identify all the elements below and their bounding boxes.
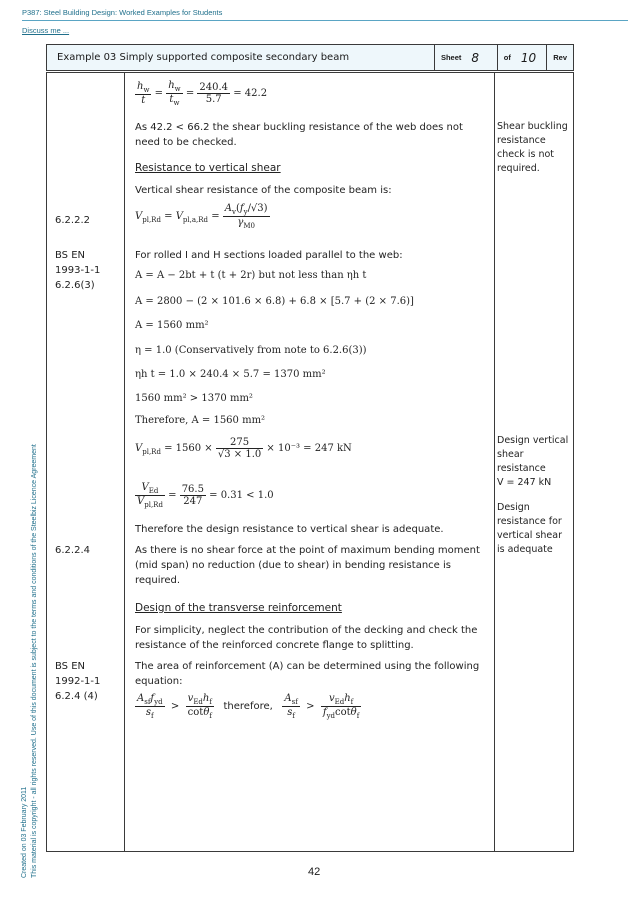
paragraph-area-reinforcement: The area of reinforcement (A) can be determined using the following equation: — [135, 661, 480, 687]
copyright-side-text — [20, 444, 40, 878]
therefore-word: therefore, — [223, 701, 273, 712]
ref-column-divider — [124, 72, 125, 852]
heading-vertical-shear: Resistance to vertical shear — [135, 162, 281, 174]
side-note-buckling: Shear buckling resistance check is not required. — [497, 121, 568, 174]
rev-label: Rev — [553, 53, 567, 62]
eq-vpl-numerator: 275 — [216, 437, 263, 449]
eq-eta-hw-tw: ηh t = 1.0 × 240.4 × 5.7 = 1370 mm² — [135, 369, 326, 380]
eq-ratio-numerator: 76.5 — [181, 484, 204, 495]
eq1-result: = 42.2 — [233, 88, 268, 99]
side-note-shear-resistance — [497, 434, 571, 490]
paragraph-rolled-sections: For rolled I and H sections loaded parallel to the web: — [135, 250, 403, 261]
eq1-numerator: 240.4 — [199, 82, 229, 93]
eq-av-result: A = 1560 mm² — [135, 320, 209, 331]
created-date: Created on 03 February 2011 — [21, 786, 28, 878]
ref-1993-1-1: 1993-1-1 — [55, 265, 101, 276]
ref-6-2-2-2: 6.2.2.2 — [55, 215, 90, 226]
paragraph-simplicity: For simplicity, neglect the contribution of the decking and check the resistance of the reinforced concrete flange to splitting. — [135, 625, 478, 651]
eq-eta: η = 1.0 (Conservatively from note to 6.2.6(3)) — [135, 345, 367, 356]
ref-bs-en-label: BS EN — [55, 250, 86, 261]
total-sheets: 10 — [520, 50, 537, 65]
eq-ratio: $\frac{V_{Ed}}{V_{pl,Rd}}$ = $\frac{76.5}{247}$ = 0.31 < 1.0 — [137, 482, 274, 509]
eq-ratio-denominator: 247 — [183, 496, 203, 507]
ref-6-2-6-3: 6.2.6(3) — [55, 280, 95, 291]
copyright-notice: This material is copyright - all rights reserved. Use of this document is subject to the terms and conditions of the Steelbiz Licence Agreement — [31, 444, 38, 878]
discuss-link[interactable]: Discuss me ... — [22, 26, 70, 35]
eq-reinforcement: $\frac{A_{sf}f_{yd}}{s_f}$ > $\frac{v_{Ed}h_f}{\cot\theta_f}$ therefore, $\frac{A_{sf}}{s_f}$ > $\frac{v_{Ed}h_f}{f_{yd}\cot\theta_f}$ — [137, 693, 360, 720]
side-shear-label: Design vertical shear resistance — [497, 435, 569, 474]
side-column-divider — [494, 72, 495, 852]
sheet-header-bar — [46, 44, 574, 71]
eq-av-substituted: A = 2800 − (2 × 101.6 × 6.8) + 6.8 × [5.7 + (2 × 7.6)] — [135, 296, 414, 307]
ref-1992-1-1: 1992-1-1 — [55, 676, 101, 687]
paragraph-vertical-shear: Vertical shear resistance of the composite beam is: — [135, 185, 392, 196]
eq-comparison: 1560 mm² > 1370 mm² — [135, 393, 253, 404]
side-note-adequate: Design resistance for vertical shear is adequate — [497, 502, 562, 555]
heading-transverse-reinforcement: Design of the transverse reinforcement — [135, 602, 342, 614]
paragraph-adequate: Therefore the design resistance to vertical shear is adequate. — [135, 524, 444, 535]
eq-ratio-result: = 0.31 < 1.0 — [209, 490, 274, 501]
eq-vpl-formula: $V_{pl,Rd} = V_{pl,a,Rd}$ = $\frac{A_v(f_y/√3)}{\gamma_{M0}}$ — [135, 203, 268, 230]
paragraph-no-reduction: As there is no shear force at the point of maximum bending moment (mid span) no reduction (due to shear) in bending resistance is required. — [135, 545, 480, 586]
document-header-title: P387: Steel Building Design: Worked Examples for Students — [22, 8, 223, 17]
eq-vpl-value: $V_{pl,Rd} = 1560$ × $\frac{275}{√3 \times 1.0}$ × 10⁻³ = 247 kN — [135, 437, 352, 460]
of-label: of — [503, 53, 511, 62]
ref-bs-en-1993 — [55, 248, 100, 293]
eq-slenderness: $\frac{h_w}{t}$ = $\frac{h_w}{t_w}$ = $\frac{240.4}{5.7}$ = 42.2 — [137, 80, 268, 107]
paragraph-buckling: As 42.2 < 66.2 the shear buckling resistance of the web does not need to be checked. — [135, 122, 463, 148]
side-shear-value: V = 247 kN — [497, 477, 552, 488]
ref-bs-en-1992 — [55, 659, 100, 704]
example-title: Example 03 Simply supported composite secondary beam — [47, 45, 435, 70]
eq-therefore-av: Therefore, A = 1560 mm² — [135, 415, 266, 426]
eq-vpl-denominator: √3 × 1.0 — [217, 449, 262, 460]
sheet-label: Sheet — [440, 53, 462, 62]
eq-vpl-result: × 10⁻³ = 247 kN — [266, 443, 352, 454]
ref-bs-en-label-2: BS EN — [55, 661, 86, 672]
header-rule — [22, 20, 628, 21]
sheet-number: 8 — [471, 50, 480, 65]
page-number: 42 — [308, 866, 321, 878]
ref-6-2-2-4: 6.2.2.4 — [55, 545, 90, 556]
eq-av-general: A = A − 2bt + t (t + 2r) but not less than ηh t — [135, 270, 367, 281]
ref-6-2-4-4: 6.2.4 (4) — [55, 691, 98, 702]
eq1-denominator: 5.7 — [205, 94, 222, 105]
